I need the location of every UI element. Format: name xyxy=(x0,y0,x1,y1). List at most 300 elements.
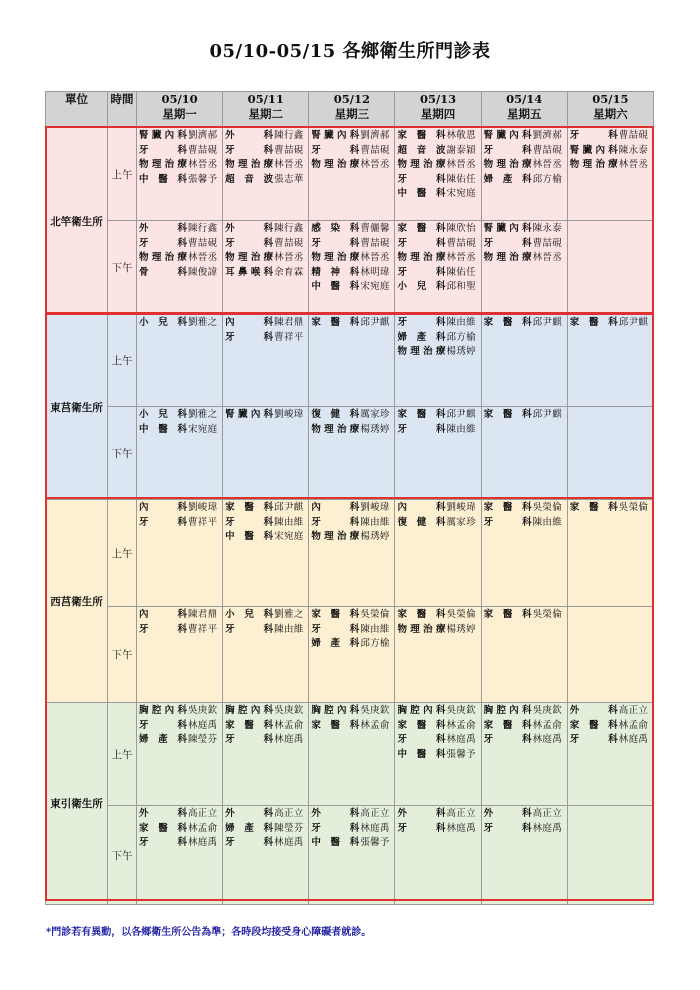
doctor-name: 林晉丞 xyxy=(446,252,476,264)
clinic-entry xyxy=(309,704,394,719)
clinic-entry xyxy=(223,623,308,638)
department-name: 牙 科 xyxy=(225,734,274,746)
clinic-entry xyxy=(482,704,567,719)
clinic-entry xyxy=(568,129,653,144)
department-name: 家 醫 科 xyxy=(397,719,446,731)
clinic-entry xyxy=(482,316,567,331)
clinic-entry xyxy=(137,719,222,734)
schedule-cell xyxy=(567,806,653,905)
clinic-entry xyxy=(137,733,222,748)
department-name: 小 兒 科 xyxy=(139,409,187,420)
doctor-name: 陳瑩芬 xyxy=(274,822,304,834)
clinic-entry xyxy=(137,423,222,438)
clinic-entry xyxy=(395,423,480,438)
department-name: 內 科 xyxy=(225,317,274,328)
department-name: 物 理 治 療 xyxy=(311,423,360,435)
department-name: 牙 科 xyxy=(225,144,274,156)
doctor-name: 高正立 xyxy=(446,808,476,819)
page-title: 05/10-05/15 各鄉衛生所門診表 xyxy=(209,41,491,62)
department-name: 家 醫 科 xyxy=(483,609,532,620)
department-name: 腎 臟 內 科 xyxy=(139,130,187,141)
doctor-name: 劉濟郝 xyxy=(188,130,218,141)
schedule-cell xyxy=(567,221,653,315)
schedule-cell xyxy=(137,806,223,905)
doctor-name: 謝泰穎 xyxy=(446,144,476,156)
doctor-name: 宋宛庭 xyxy=(446,188,476,200)
department-name: 中 醫 科 xyxy=(397,188,446,200)
department-name: 牙 科 xyxy=(311,237,360,249)
department-name: 牙 科 xyxy=(397,317,446,328)
clinic-entry xyxy=(137,266,222,281)
schedule-row xyxy=(46,703,654,806)
doctor-name: 張馨予 xyxy=(446,748,476,760)
day-header xyxy=(223,92,309,128)
clinic-entry xyxy=(137,836,222,851)
day-date: 05/11 xyxy=(247,92,284,106)
schedule-cell xyxy=(223,703,309,806)
department-name: 婦 產 科 xyxy=(225,822,274,834)
clinic-entry xyxy=(482,719,567,734)
schedule-cell xyxy=(395,500,481,607)
clinic-entry xyxy=(395,719,480,734)
schedule-cell xyxy=(137,221,223,315)
clinic-entry xyxy=(395,822,480,837)
doctor-name: 陳由維 xyxy=(274,516,304,528)
clinic-entry xyxy=(137,822,222,837)
station-name: 東引衛生所 xyxy=(46,703,108,905)
doctor-name: 高正立 xyxy=(188,808,218,819)
doctor-name: 曹喆硯 xyxy=(360,144,390,156)
department-name: 婦 產 科 xyxy=(483,173,532,185)
department-name: 牙 科 xyxy=(311,822,360,834)
clinic-entry xyxy=(137,144,222,159)
clinic-entry xyxy=(309,237,394,252)
clinic-entry xyxy=(395,408,480,423)
doctor-name: 吳庚欽 xyxy=(532,705,563,716)
clinic-entry xyxy=(137,129,222,144)
schedule-cell xyxy=(137,607,223,703)
schedule-cell xyxy=(309,607,395,703)
doctor-name: 陳由維 xyxy=(446,317,476,328)
station-name: 東莒衛生所 xyxy=(46,315,108,500)
clinic-entry xyxy=(223,222,308,237)
department-name: 中 醫 科 xyxy=(397,748,446,760)
doctor-name: 邱尹麒 xyxy=(618,317,649,328)
schedule-cell xyxy=(481,703,567,806)
doctor-name: 林庭禹 xyxy=(532,822,563,834)
schedule-row xyxy=(46,500,654,607)
clinic-entry xyxy=(395,316,480,331)
department-name: 家 醫 科 xyxy=(569,502,618,513)
doctor-name: 曹喆硯 xyxy=(446,237,476,249)
department-name: 物 理 治 療 xyxy=(311,531,360,543)
doctor-name: 劉濟郝 xyxy=(532,130,563,141)
clinic-entry xyxy=(309,280,394,295)
department-name: 家 醫 科 xyxy=(311,317,360,328)
clinic-entry xyxy=(223,129,308,144)
doctor-name: 林晉丞 xyxy=(532,159,563,171)
doctor-name: 陳俊諱 xyxy=(188,266,218,278)
doctor-name: 楊琇婷 xyxy=(446,623,476,635)
doctor-name: 高正立 xyxy=(618,705,649,716)
department-name: 外 科 xyxy=(397,808,446,819)
doctor-name: 林明瑋 xyxy=(360,266,390,278)
clinic-entry xyxy=(309,608,394,623)
schedule-row xyxy=(46,128,654,221)
doctor-name: 陳瑩芬 xyxy=(188,734,218,746)
station-name: 北竿衛生所 xyxy=(46,128,108,315)
clinic-entry xyxy=(482,251,567,266)
schedule-cell xyxy=(137,407,223,500)
doctor-name: 林晉丞 xyxy=(274,252,304,264)
department-name: 牙 科 xyxy=(569,734,618,746)
clinic-entry xyxy=(309,423,394,438)
department-name: 牙 科 xyxy=(397,266,446,278)
clinic-entry xyxy=(395,237,480,252)
doctor-name: 劉濟郝 xyxy=(360,130,390,141)
clinic-entry xyxy=(137,408,222,423)
doctor-name: 曹喆硯 xyxy=(532,237,563,249)
doctor-name: 曹喆硯 xyxy=(274,237,304,249)
doctor-name: 曹喆硯 xyxy=(188,237,218,249)
doctor-name: 吳榮倫 xyxy=(446,609,476,620)
time-slot-label: 下午 xyxy=(108,607,137,703)
doctor-name: 陳佑任 xyxy=(446,266,476,278)
department-name: 家 醫 科 xyxy=(569,719,618,731)
department-name: 物 理 治 療 xyxy=(225,252,274,264)
clinic-entry xyxy=(137,608,222,623)
doctor-name: 陳行鑫 xyxy=(188,223,218,234)
department-name: 物 理 治 療 xyxy=(483,252,532,264)
department-name: 胸 腔 內 科 xyxy=(483,705,532,716)
doctor-name: 林庭禹 xyxy=(532,734,563,746)
schedule-cell xyxy=(481,500,567,607)
doctor-name: 林敬恩 xyxy=(446,130,476,141)
doctor-name: 邱尹麒 xyxy=(274,502,304,513)
doctor-name: 林晉丞 xyxy=(188,252,218,264)
department-name: 家 醫 科 xyxy=(225,502,274,513)
clinic-entry xyxy=(309,836,394,851)
doctor-name: 林庭禹 xyxy=(360,822,390,834)
schedule-cell xyxy=(309,703,395,806)
doctor-name: 陳行鑫 xyxy=(274,130,304,141)
department-name: 家 醫 科 xyxy=(225,719,274,731)
clinic-entry xyxy=(309,501,394,516)
schedule-row xyxy=(46,221,654,315)
clinic-entry xyxy=(482,516,567,531)
doctor-name: 曹喆硯 xyxy=(274,144,304,156)
department-name: 胸 腔 內 科 xyxy=(311,705,360,716)
department-name: 腎 臟 內 科 xyxy=(311,130,360,141)
clinic-entry xyxy=(137,158,222,173)
clinic-entry xyxy=(137,222,222,237)
doctor-name: 林庭禹 xyxy=(446,734,476,746)
department-name: 家 醫 科 xyxy=(569,317,618,328)
clinic-entry xyxy=(223,733,308,748)
clinic-entry xyxy=(395,704,480,719)
time-slot-label: 上午 xyxy=(108,315,137,407)
clinic-entry xyxy=(223,144,308,159)
department-name: 物 理 治 療 xyxy=(139,252,187,264)
department-name: 牙 科 xyxy=(225,516,274,528)
schedule-cell xyxy=(395,806,481,905)
clinic-entry xyxy=(568,158,653,173)
clinic-entry xyxy=(309,251,394,266)
department-name: 牙 科 xyxy=(397,423,446,435)
department-name: 中 醫 科 xyxy=(225,531,274,543)
department-name: 牙 科 xyxy=(483,516,532,528)
doctor-name: 厲家珍 xyxy=(446,516,476,528)
doctor-name: 林晉丞 xyxy=(274,159,304,171)
department-name: 牙 科 xyxy=(311,623,360,635)
department-name: 牙 科 xyxy=(139,837,187,849)
department-name: 婦 產 科 xyxy=(311,638,360,650)
clinic-entry xyxy=(137,237,222,252)
schedule-cell xyxy=(309,407,395,500)
schedule-cell xyxy=(309,806,395,905)
doctor-name: 吳榮倫 xyxy=(532,609,563,620)
doctor-name: 林晉丞 xyxy=(360,252,390,264)
department-name: 牙 科 xyxy=(397,822,446,834)
day-date: 05/14 xyxy=(506,92,543,106)
schedule-cell xyxy=(309,221,395,315)
department-name: 牙 科 xyxy=(483,144,532,156)
day-date: 05/12 xyxy=(333,92,370,106)
clinic-entry xyxy=(223,530,308,545)
doctor-name: 邱尹麒 xyxy=(532,317,563,328)
clinic-entry xyxy=(137,704,222,719)
doctor-name: 吳庚欽 xyxy=(274,705,304,716)
doctor-name: 宋宛庭 xyxy=(188,423,218,435)
clinic-entry xyxy=(395,158,480,173)
department-name: 物 理 治 療 xyxy=(311,159,360,171)
clinic-entry xyxy=(137,516,222,531)
department-name: 外 科 xyxy=(225,130,274,141)
department-name: 家 醫 科 xyxy=(483,719,532,731)
schedule-cell xyxy=(309,128,395,221)
doctor-name: 劉峻瑋 xyxy=(360,502,390,513)
clinic-entry xyxy=(482,173,567,188)
department-name: 外 科 xyxy=(139,808,187,819)
time-slot-label: 下午 xyxy=(108,806,137,905)
doctor-name: 曹喆硯 xyxy=(618,130,649,141)
clinic-entry xyxy=(309,129,394,144)
clinic-entry xyxy=(223,408,308,423)
clinic-entry xyxy=(395,733,480,748)
department-name: 家 醫 科 xyxy=(397,130,446,141)
doctor-name: 林孟俞 xyxy=(618,719,649,731)
department-name: 外 科 xyxy=(225,808,274,819)
doctor-name: 林晉丞 xyxy=(618,159,649,171)
schedule-cell xyxy=(481,806,567,905)
clinic-entry xyxy=(395,345,480,360)
clinic-entry xyxy=(309,158,394,173)
department-name: 內 科 xyxy=(139,609,187,620)
doctor-name: 林庭禹 xyxy=(188,719,218,731)
doctor-name: 楊琇婷 xyxy=(360,423,390,435)
schedule-cell xyxy=(137,128,223,221)
schedule-cell xyxy=(481,407,567,500)
clinic-entry xyxy=(395,129,480,144)
doctor-name: 余育霖 xyxy=(274,266,304,278)
department-name: 家 醫 科 xyxy=(397,223,446,234)
doctor-name: 曹喆硯 xyxy=(360,237,390,249)
clinic-entry xyxy=(482,222,567,237)
clinic-entry xyxy=(395,187,480,202)
clinic-entry xyxy=(223,608,308,623)
schedule-row xyxy=(46,607,654,703)
department-name: 腎 臟 內 科 xyxy=(569,144,618,156)
clinic-entry xyxy=(568,733,653,748)
schedule-cell xyxy=(567,315,653,407)
clinic-entry xyxy=(223,316,308,331)
department-name: 腎 臟 內 科 xyxy=(225,409,274,420)
schedule-cell xyxy=(395,315,481,407)
department-name: 骨 科 xyxy=(139,266,187,278)
doctor-name: 陳欣怡 xyxy=(446,223,476,234)
doctor-name: 吳庚欽 xyxy=(360,705,390,716)
department-name: 物 理 治 療 xyxy=(397,252,446,264)
department-name: 外 科 xyxy=(225,223,274,234)
schedule-cell xyxy=(567,128,653,221)
day-weekday: 星期四 xyxy=(420,107,456,121)
clinic-entry xyxy=(309,623,394,638)
schedule-cell xyxy=(309,315,395,407)
department-name: 外 科 xyxy=(311,808,360,819)
doctor-name: 高正立 xyxy=(532,808,563,819)
time-slot-label: 下午 xyxy=(108,221,137,315)
time-slot-label: 上午 xyxy=(108,703,137,806)
day-date: 05/15 xyxy=(592,92,629,106)
department-name: 婦 產 科 xyxy=(139,734,187,746)
department-name: 中 醫 科 xyxy=(311,281,360,293)
schedule-row xyxy=(46,407,654,500)
clinic-entry xyxy=(395,266,480,281)
department-name: 牙 科 xyxy=(139,516,187,528)
department-name: 外 科 xyxy=(569,705,618,716)
clinic-entry xyxy=(223,822,308,837)
day-date: 05/13 xyxy=(419,92,457,106)
doctor-name: 張馨予 xyxy=(360,837,390,849)
doctor-name: 邱尹麒 xyxy=(360,317,390,328)
doctor-name: 楊琇婷 xyxy=(446,346,476,358)
department-name: 牙 科 xyxy=(225,331,274,343)
doctor-name: 陳由維 xyxy=(446,423,476,435)
doctor-name: 陳君鼎 xyxy=(274,317,304,328)
header-row xyxy=(46,92,654,128)
clinic-entry xyxy=(482,501,567,516)
schedule-cell xyxy=(223,407,309,500)
clinic-entry xyxy=(482,158,567,173)
clinic-entry xyxy=(395,516,480,531)
department-name: 物 理 治 療 xyxy=(139,159,187,171)
clinic-entry xyxy=(137,501,222,516)
department-name: 中 醫 科 xyxy=(139,173,187,185)
doctor-name: 邱方榆 xyxy=(532,173,563,185)
clinic-entry xyxy=(309,316,394,331)
clinic-entry xyxy=(568,719,653,734)
doctor-name: 楊琇婷 xyxy=(360,531,390,543)
department-name: 牙 科 xyxy=(397,734,446,746)
doctor-name: 曹祥平 xyxy=(188,623,218,635)
department-name: 牙 科 xyxy=(311,516,360,528)
doctor-name: 吳榮倫 xyxy=(532,502,563,513)
department-name: 牙 科 xyxy=(483,734,532,746)
department-name: 家 醫 科 xyxy=(311,609,360,620)
department-name: 中 醫 科 xyxy=(311,837,360,849)
department-name: 物 理 治 療 xyxy=(311,252,360,264)
doctor-name: 劉峻瑋 xyxy=(274,409,304,420)
schedule-cell xyxy=(395,703,481,806)
doctor-name: 高正立 xyxy=(360,808,390,819)
schedule-row xyxy=(46,806,654,905)
clinic-entry xyxy=(482,733,567,748)
department-name: 復 健 科 xyxy=(311,409,360,420)
schedule-cell xyxy=(223,607,309,703)
department-name: 感 染 科 xyxy=(311,223,360,234)
clinic-entry xyxy=(309,408,394,423)
department-name: 腎 臟 內 科 xyxy=(483,223,532,234)
doctor-name: 曹儷馨 xyxy=(360,223,390,234)
schedule-cell xyxy=(223,806,309,905)
clinic-entry xyxy=(482,129,567,144)
time-slot-label: 上午 xyxy=(108,128,137,221)
doctor-name: 林孟俞 xyxy=(188,822,218,834)
doctor-name: 陳由維 xyxy=(360,516,390,528)
clinic-entry xyxy=(482,144,567,159)
doctor-name: 吳庚欽 xyxy=(446,705,476,716)
doctor-name: 陳由維 xyxy=(360,623,390,635)
clinic-entry xyxy=(309,516,394,531)
department-name: 物 理 治 療 xyxy=(397,159,446,171)
doctor-name: 厲家珍 xyxy=(360,409,390,420)
schedule-cell xyxy=(395,407,481,500)
department-name: 物 理 治 療 xyxy=(483,159,532,171)
department-name: 牙 科 xyxy=(139,719,187,731)
schedule-cell xyxy=(481,315,567,407)
doctor-name: 林晉丞 xyxy=(532,252,563,264)
doctor-name: 林晉丞 xyxy=(360,159,390,171)
department-name: 婦 產 科 xyxy=(397,331,446,343)
doctor-name: 林孟俞 xyxy=(532,719,563,731)
department-name: 外 科 xyxy=(483,808,532,819)
department-name: 牙 科 xyxy=(139,144,187,156)
department-name: 物 理 治 療 xyxy=(569,159,618,171)
clinic-entry xyxy=(223,237,308,252)
department-name: 小 兒 科 xyxy=(397,281,446,293)
doctor-name: 吳榮倫 xyxy=(618,502,649,513)
clinic-entry xyxy=(482,807,567,822)
schedule-cell xyxy=(137,315,223,407)
clinic-entry xyxy=(223,158,308,173)
department-name: 胸 腔 內 科 xyxy=(397,705,446,716)
clinic-entry xyxy=(395,608,480,623)
schedule-cell xyxy=(223,128,309,221)
day-header xyxy=(309,92,395,128)
clinic-entry xyxy=(309,530,394,545)
doctor-name: 吳庚欽 xyxy=(188,705,218,716)
doctor-name: 邱方榆 xyxy=(446,331,476,343)
doctor-name: 林庭禹 xyxy=(618,734,649,746)
clinic-entry xyxy=(395,623,480,638)
clinic-entry xyxy=(137,173,222,188)
clinic-entry xyxy=(395,807,480,822)
doctor-name: 邱方榆 xyxy=(360,638,390,650)
doctor-name: 邱尹麒 xyxy=(446,409,476,420)
department-name: 中 醫 科 xyxy=(139,423,187,435)
day-weekday: 星期一 xyxy=(162,107,197,121)
department-name: 家 醫 科 xyxy=(483,317,532,328)
